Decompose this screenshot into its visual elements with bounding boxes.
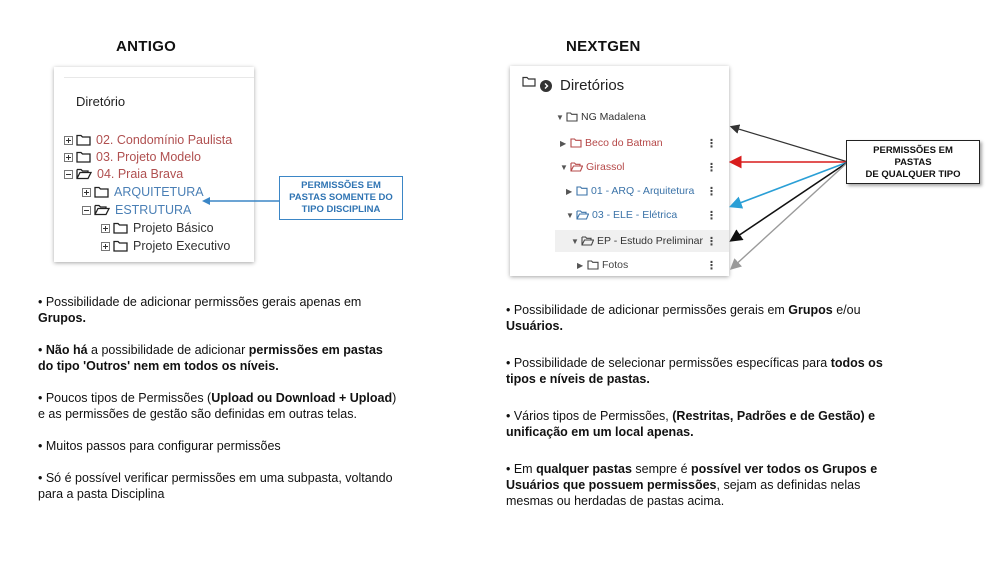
new-tree-item-estudo-preliminar[interactable]: [555, 230, 729, 252]
divider: [64, 77, 254, 78]
tree-item-label: 03 - ELE - Elétrica: [592, 209, 678, 221]
expand-plus-icon[interactable]: [101, 242, 110, 251]
tree-item-label: EP - Estudo Preliminar: [597, 235, 704, 247]
bullet-item: • Possibilidade de adicionar permissões gerais em Grupos e/ou Usuários.: [506, 303, 861, 333]
more-options-icon[interactable]: ⋮: [706, 137, 717, 150]
old-bullets: [38, 294, 398, 502]
folder-open-icon: [570, 162, 583, 172]
collapse-minus-icon[interactable]: [64, 170, 73, 179]
chevron-down-icon[interactable]: ▼: [560, 162, 568, 172]
bullet-item: • Só é possível verificar permissões em uma subpasta, voltando para a pasta Disciplina: [38, 471, 393, 501]
folder-open-icon: [581, 236, 594, 246]
more-options-icon[interactable]: ⋮: [706, 185, 717, 198]
nextgen-title: NEXTGEN: [566, 38, 641, 55]
arrow-line: [732, 162, 848, 268]
bullet-item: • Possibilidade de selecionar permissões específicas para todos os tipos e níveis de pastas.: [506, 356, 883, 386]
callout-line: PASTAS SOMENTE DO: [289, 192, 393, 203]
folder-icon: [576, 186, 588, 196]
collapse-minus-icon[interactable]: [82, 206, 91, 215]
bullet-item: • Poucos tipos de Permissões (Upload ou Download + Upload) e as permissões de gestão são definidas em outras telas.: [38, 391, 397, 421]
arrow-line: [732, 127, 848, 162]
new-tree-item-ng-madalena[interactable]: [556, 107, 729, 127]
arrow-left-icon: [200, 194, 282, 208]
tree-item-label: Beco do Batman: [585, 137, 663, 149]
expand-plus-icon[interactable]: [64, 136, 73, 145]
callout-line: TIPO DISCIPLINA: [301, 204, 381, 215]
tree-item-label: NG Madalena: [581, 111, 646, 123]
tree-item-label: Projeto Básico: [133, 221, 214, 235]
new-tree-item-arquitetura[interactable]: [566, 181, 729, 201]
bullet-item: • Muitos passos para configurar permissões: [38, 439, 281, 453]
chevron-down-icon[interactable]: ▼: [571, 236, 579, 246]
folder-open-icon: [94, 204, 110, 216]
folder-icon: [94, 186, 109, 198]
more-options-icon[interactable]: ⋮: [706, 209, 717, 222]
more-options-icon[interactable]: ⋮: [706, 161, 717, 174]
folder-icon: [566, 112, 578, 122]
chevron-right-icon[interactable]: ▶: [577, 260, 584, 270]
old-tree-item-projeto-basico[interactable]: [101, 219, 214, 237]
new-directory-panel: [510, 66, 729, 276]
folder-open-icon: [576, 210, 589, 220]
tree-item-label: Projeto Executivo: [133, 239, 231, 253]
callout-line: PERMISSÕES EM: [873, 145, 953, 156]
more-options-icon[interactable]: ⋮: [706, 259, 717, 272]
new-tree-item-fotos[interactable]: [577, 255, 729, 275]
tree-item-label: 03. Projeto Modelo: [96, 150, 201, 164]
folder-icon: [522, 76, 536, 87]
chevron-right-icon[interactable]: ▶: [566, 186, 573, 196]
collapse-sidebar-icon[interactable]: [540, 80, 552, 92]
callout-line: PASTAS: [894, 157, 932, 168]
old-directory-panel: [54, 67, 254, 262]
old-permissions-callout: [279, 176, 403, 220]
old-panel-header: Diretório: [76, 94, 126, 109]
tree-item-label: Fotos: [602, 259, 629, 271]
callout-line: DE QUALQUER TIPO: [865, 169, 961, 180]
tree-item-label: Girassol: [586, 161, 625, 173]
bullet-item: • Vários tipos de Permissões, (Restritas, Padrões e de Gestão) e unificação em um local apenas.: [506, 409, 876, 439]
arrow-line: [732, 162, 848, 240]
antigo-title: ANTIGO: [116, 38, 177, 55]
tree-item-label: 02. Condomínio Paulista: [96, 133, 233, 147]
folder-icon: [76, 151, 91, 163]
new-panel-header: Diretórios: [560, 77, 625, 94]
chevron-down-icon[interactable]: ▼: [566, 210, 574, 220]
bullet-item: • Em qualquer pastas sempre é possível ver todos os Grupos e Usuários que possuem permissões, sejam as definidas nelas mesmas ou herdadas de pastas acima.: [506, 462, 878, 508]
folder-icon: [113, 222, 128, 234]
folder-icon: [76, 134, 91, 146]
folder-icon: [113, 240, 128, 252]
new-permissions-callout: [846, 140, 980, 184]
folder-open-icon: [76, 168, 92, 180]
old-tree-item-arquitetura[interactable]: [82, 183, 204, 201]
folder-icon: [570, 138, 582, 148]
expand-plus-icon[interactable]: [82, 188, 91, 197]
callout-line: PERMISSÕES EM: [301, 180, 381, 191]
tree-item-label: 01 - ARQ - Arquitetura: [591, 185, 695, 197]
new-bullets: [506, 302, 891, 509]
permission-arrows: [720, 120, 860, 280]
old-tree-item-praia-brava[interactable]: [64, 165, 183, 183]
more-options-icon[interactable]: ⋮: [706, 235, 717, 248]
chevron-down-icon[interactable]: ▼: [556, 112, 564, 122]
folder-icon: [587, 260, 599, 270]
old-tree-item-estrutura[interactable]: [82, 201, 191, 219]
tree-item-label: ARQUITETURA: [114, 185, 204, 199]
new-tree-item-eletrica[interactable]: [566, 205, 729, 225]
arrow-line: [732, 162, 848, 206]
tree-item-label: 04. Praia Brava: [97, 167, 184, 181]
expand-plus-icon[interactable]: [101, 224, 110, 233]
bullet-item: • Não há a possibilidade de adicionar permissões em pastas do tipo 'Outros' nem em todos os níveis.: [38, 343, 383, 373]
old-tree-item-projeto-modelo[interactable]: [64, 148, 201, 166]
bullet-item: • Possibilidade de adicionar permissões gerais apenas em Grupos.: [38, 295, 362, 325]
new-tree-item-beco-do-batman[interactable]: [560, 133, 729, 153]
old-tree-item-condominio[interactable]: [64, 131, 232, 149]
old-tree-item-projeto-executivo[interactable]: [101, 237, 230, 255]
expand-plus-icon[interactable]: [64, 153, 73, 162]
new-tree-item-girassol[interactable]: [560, 157, 729, 177]
chevron-right-icon[interactable]: ▶: [560, 138, 567, 148]
tree-item-label: ESTRUTURA: [115, 203, 192, 217]
